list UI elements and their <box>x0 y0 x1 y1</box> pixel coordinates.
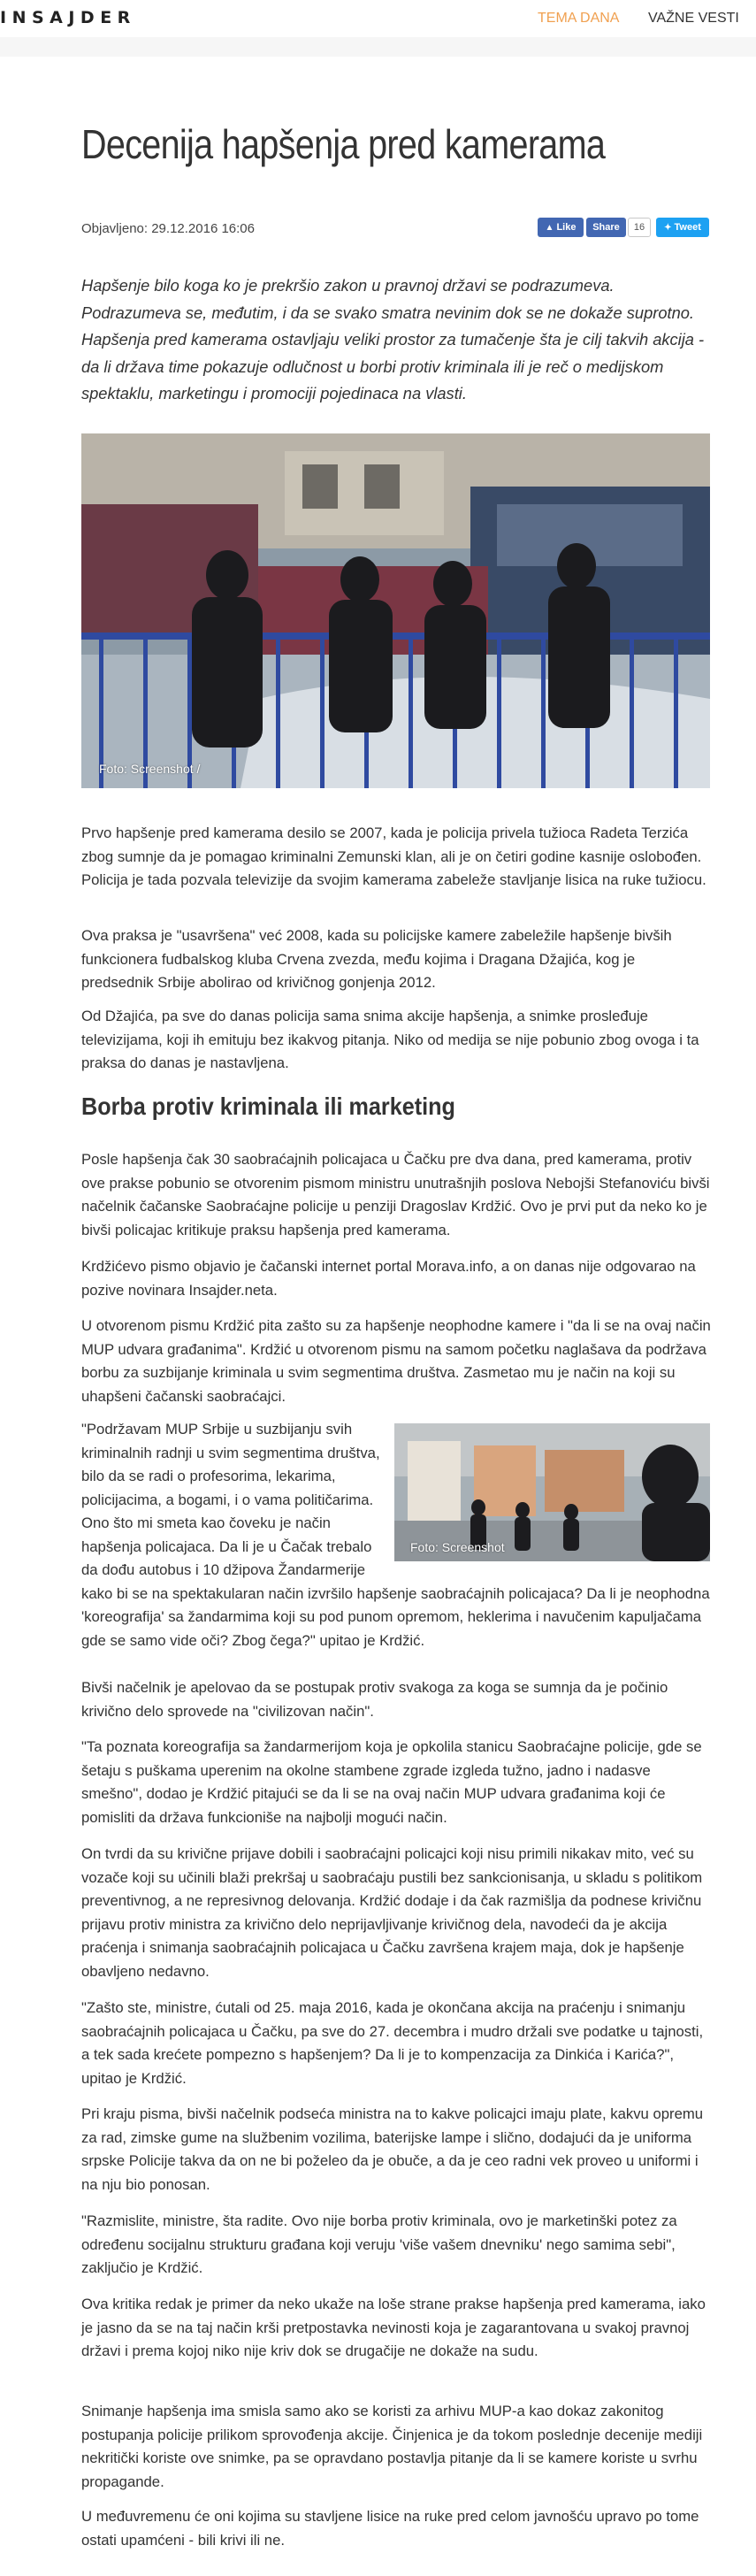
nav-tema-dana[interactable]: TEMA DANA <box>538 11 620 26</box>
hero-image <box>81 433 710 788</box>
hero-photo-illustration <box>81 433 710 788</box>
section-heading: Borba protiv kriminala ili marketing <box>81 1092 455 1120</box>
paragraph-14: Ova kritika redak je primer da neko ukaže na loše strane prakse hapšenja pred kamerama, iako je jasno da se na taj način krši pretpostavka nevinosti koja je zagarantovana u svakoj pravnoj državi i prema kojoj niko nije kriv dok se drugačije ne dokaže na sudu. <box>81 2296 706 2359</box>
quote-paragraph <box>81 1418 711 1652</box>
paragraph-11: "Zašto ste, ministre, ćutali od 25. maja 2016, kada je okončana akcija na praćenju i snimanju saobraćajnih policajaca u Čačku, pa sve do 27. decembra i mudro držali sve podatke u tajnosti, a tek sada krećete pompezno s hapšenjem? Da li je to kompenzacija za Dinkića i Karića?", upitao je Krdžić. <box>81 1999 704 2087</box>
article-lead: Hapšenje bilo koga ko je prekršio zakon u pravnoj državi se podrazumeva. Podrazumeva se, međutim, i da se svako smatra nevinim dok se ne dokaže suprotno. Hapšenja pred kamerama ostavljaju veliki prostor za tumačenje šta je cilj takvih akcija - da li država time pokazuje odlučnost u borbi protiv kriminala ili je reč o medijskom spektaklu, marketingu i promociji pojedinaca na vlasti. <box>81 276 705 402</box>
inline-caption: Foto: Screenshot <box>410 1540 505 1554</box>
tweet-label: Tweet <box>674 222 701 233</box>
hero-caption: Foto: Screenshot / <box>99 762 201 776</box>
quote-text: "Podržavam MUP Srbije u suzbijanju svih kriminalnih radnji u svim segmentima društva, bilo da se radi o profesorima, lekarima, policijacima, a bogami, i o vama političarima. Ono što mi smeta kao čoveku je način hapšenja policajaca. Da li je u Čačak trebalo da dođu autobus i 10 džipova Žandarmerije kako bi se na spektakularan način izvršilo hapšenje saobraćajnih policajaca? Da li je neophodna 'koreografija' sa žandarmima koji su pod punom opremom, heklerima i navučenim kapuljačama gde se samo vide oči? Zbog čega?" upitao je Krdžić. <box>81 1421 710 1649</box>
tweet-button[interactable] <box>656 218 709 237</box>
site-logo[interactable]: INSAJDER <box>0 8 136 27</box>
share-count: 16 <box>628 218 651 237</box>
paragraph-15: Snimanje hapšenja ima smisla samo ako se koristi za arhivu MUP-a kao dokaz zakonitog postupanja policije prilikom sprovođenja akcije. Činjenica je da tokom poslednje decenije mediji nekritički koriste ove snimke, pa se opravdano postavlja pitanje da li se kamere koriste u svrhu propagande. <box>81 2403 703 2490</box>
article-title: Decenija hapšenja pred kamerama <box>81 121 606 167</box>
top-navigation-bar <box>0 0 756 37</box>
paragraph-5: Krdžićevo pismo objavio je čačanski internet portal Morava.info, a on danas nije odgovarao na pozive novinara Insajder.neta. <box>81 1258 696 1299</box>
published-date: Objavljeno: 29.12.2016 16:06 <box>81 221 255 236</box>
paragraph-1: Prvo hapšenje pred kamerama desilo se 2007, kada je policija privela tužioca Radeta Terzića zbog sumnje da je pomagao kriminalni Zemunski klan, ali je on četiri godine kasnije oslobođen. Policija je tada pozvala televizije da svojim kamerama zabeleže stavljanje lisica na ruke tužiocu. <box>81 824 706 888</box>
header-divider-band <box>0 37 756 57</box>
paragraph-12: Pri kraju pisma, bivši načelnik podseća ministra na to kakve policajci imaju plate, kakvu opremu za rad, zimske gume na službenim vozilima, baterijske lampe i slično, dodajući da je uniforma srpske Policije takva da on ne bi poželeo da je obuče, a da je ceo radni vek proveo u uniformi i na nju bio ponosan. <box>81 2105 704 2193</box>
share-label: Share <box>592 222 620 233</box>
paragraph-10: On tvrdi da su krivične prijave dobili i saobraćajni policajci koji nisu primili nikakav mito, već su vozače koji su učinili blaži prekršaj u saobraćaju pustili bez sankcionisanja, u skladu s politikom preventivnog, a ne represivnog delovanja. Krdžić dodaje i da čak razmišlja da podnese krivičnu prijavu protiv ministra za krivično delo neprijavljivanje krivičnog dela, navodeći da je akcija praćenja i snimanja saobraćajnih policajaca u Čačku završena krajem maja, dok je hapšenje obavljeno nedavno. <box>81 1845 703 1980</box>
like-label: Like <box>556 222 577 233</box>
paragraph-13: "Razmislite, ministre, šta radite. Ovo nije borba protiv kriminala, ovo je marketinški potez za određenu socijalnu strukturu građana koji veruju 'više vašem dnevniku' nego samima sebi", zaključio je Krdžić. <box>81 2212 677 2276</box>
paragraph-9: "Ta poznata koreografija sa žandarmerijom koja je opkolila stanicu Saobraćajne policije, gde se šetaju s puškama uperenim na okolne stambene zgrade izgleda tužno, jadno i nadasve smešno", dodao je Krdžić pitajući se da li se na ovaj način MUP udvara građanima koji će pomisliti da država funkcioniše na najbolji mogući način. <box>81 1738 702 1826</box>
thumbs-up-icon: ▲ <box>545 222 554 233</box>
inline-image-spacer <box>391 1418 711 1560</box>
paragraph-2: Ova praksa je "usavršena" već 2008, kada su policijske kamere zabeležile hapšenje bivših funkcionera fudbalskog kluba Crvena zvezda, među kojima i Dragana Džajića, kog je predsednik Srbije abolirao od krivičnog gonjenja 2012. <box>81 927 672 991</box>
twitter-bird-icon: ✦ <box>664 222 672 233</box>
paragraph-6: U otvorenom pismu Krdžić pita zašto su za hapšenje neophodne kamere i "da li se na ovaj način MUP udvara građanima". Krdžić u otvorenom pismu na samom početku naglašava da podržava borbu za suzbijanje kriminala u svim segmentima društva. Zasmetao mu je način na koji su uhapšeni čačanski saobraćajci. <box>81 1317 711 1405</box>
paragraph-3: Od Džajića, pa sve do danas policija sama snima akcije hapšenja, a snimke prosleđuje televizijama, koji ih emituju bez ikakvog pitanja. Niko od medija se nije pobunio zbog ovoga i ta praksa do danas je nastavljena. <box>81 1008 699 1071</box>
facebook-like-button[interactable] <box>538 218 584 237</box>
paragraph-16: U međuvremenu će oni kojima su stavljene lisice na ruke pred celom javnošću upravo po tome ostati upamćeni - bili krivi ili ne. <box>81 2508 699 2549</box>
nav-vazne-vesti[interactable]: VAŽNE VESTI <box>648 11 739 26</box>
paragraph-4: Posle hapšenja čak 30 saobraćajnih policajaca u Čačku pre dva dana, pred kamerama, protiv ove prakse pobunio se otvorenim pismom ministru unutrašnjih poslova Nebojši Stefanoviću bivši načelnik čačanske Saobraćajne policije u penziji Dragoslav Krdžić. Ovo je prvi put da neko ko je bivši policajac kritikuje praksu hapšenja pred kamerama. <box>81 1151 710 1238</box>
facebook-share-button[interactable] <box>586 218 626 237</box>
paragraph-8: Bivši načelnik je apelovao da se postupak protiv svakoga za koga se sumnja da je počinio krivično delo sprovede na "civilizovan način". <box>81 1679 668 1720</box>
